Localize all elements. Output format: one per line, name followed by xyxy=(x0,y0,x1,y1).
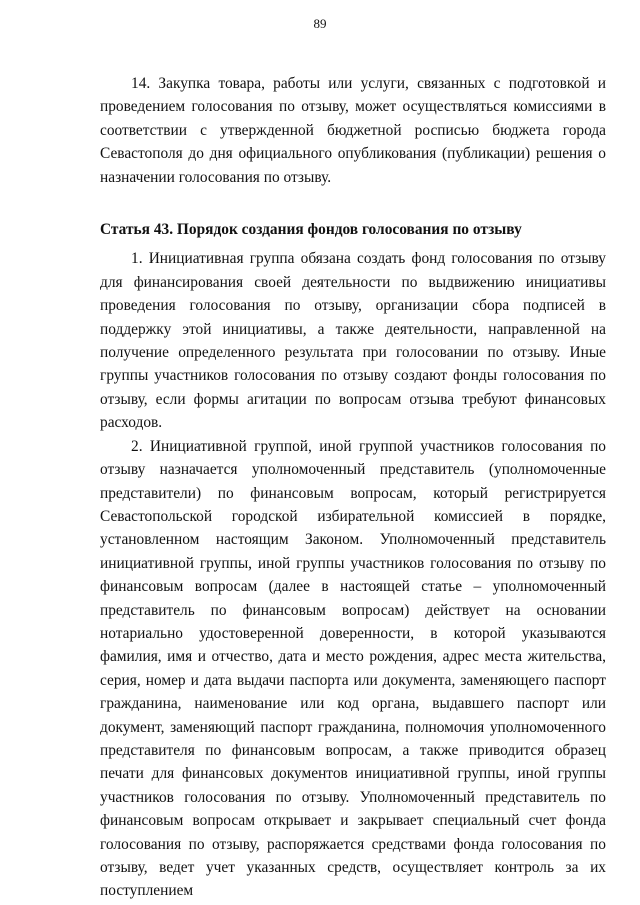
page-number: 89 xyxy=(313,16,327,31)
paragraph-14: 14. Закупка товара, работы или услуги, связанных с подготовкой и проведением голосования по отзыву, может осуществляться комиссиями в соответствии с утвержденной бюджетной росписью бюджета города Севастополя до дня официального опубликования (публикации) решения о назначении голосования по отзыву. xyxy=(100,75,606,186)
paragraph-1: 1. Инициативная группа обязана создать фонд голосования по отзыву для финансирования своей деятельности по выдвижению инициативы проведения голосования по отзыву, организации сбора подписей в поддержку этой инициативы, а также деятельности, направленной на получение определенного результата при голосовании по отзыву. Иные группы участников голосования по отзыву создают фонды голосования по отзыву, если формы агитации по вопросам отзыва требуют финансовых расходов. xyxy=(100,250,606,432)
document-body xyxy=(100,72,606,903)
article-heading: Статья 43. Порядок создания фондов голосования по отзыву xyxy=(100,221,522,239)
paragraph-2: 2. Инициативной группой, иной группой участников голосования по отзыву назначается уполномоченный представитель (уполномоченные представители) по финансовым вопросам, который регистрируется Севастопольской городской избирательной комиссией в порядке, установленном настоящим Законом. Уполномоченный представитель инициативной группы, иной группы участников голосования по отзыву по финансовым вопросам (далее в настоящей статье – уполномоченный представитель по финансовым вопросам) действует на основании нотариально удостоверенной доверенности, в которой указываются фамилия, имя и отчество, дата и место рождения, адрес места жительства, серия, номер и дата выдачи паспорта или документа, заменяющего паспорт гражданина, наименование или код органа, выдавшего паспорт или документ, заменяющий паспорт гражданина, полномочия уполномоченного представителя по финансовым вопросам, а также приводится образец печати для финансовых документов инициативной группы, иной группы участников голосования по отзыву. Уполномоченный представитель по финансовым вопросам открывает и закрывает специальный счет фонда голосования по отзыву, распоряжается средствами фонда голосования по отзыву, ведет учет указанных средств, осуществляет контроль за их поступлением xyxy=(100,437,606,900)
